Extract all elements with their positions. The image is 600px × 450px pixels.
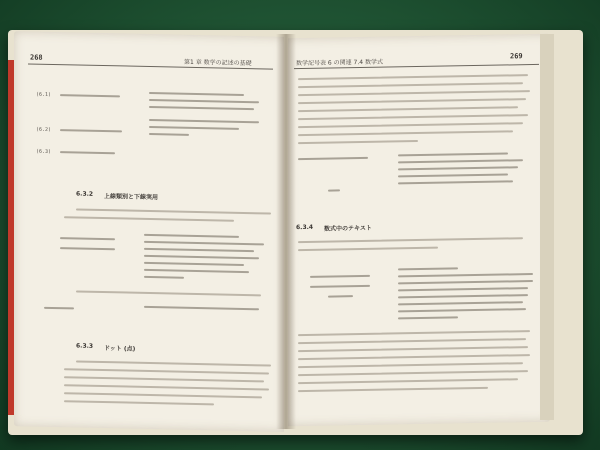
equation-line: [298, 157, 368, 160]
text-line: [64, 384, 269, 390]
page-edges-right: [540, 34, 554, 420]
text-line: [298, 338, 526, 344]
section-title: ドット (点): [104, 345, 136, 353]
eq-num: (6.1): [36, 91, 52, 98]
text-line: [64, 400, 214, 405]
text-line: [298, 122, 523, 128]
code-line: [398, 166, 518, 170]
text-line: [298, 82, 523, 88]
text-line: [64, 376, 264, 382]
section-number: 6.3.4: [296, 223, 314, 232]
code-line: [398, 294, 528, 298]
code-line: [149, 92, 244, 96]
code-line: [144, 269, 249, 273]
eq-num: (6.2): [36, 126, 52, 133]
equation-line: [310, 275, 370, 278]
text-line: [76, 290, 261, 296]
code-line: [398, 280, 533, 284]
left-page: [14, 31, 284, 432]
code-line: [149, 99, 259, 103]
code-line: [144, 241, 264, 246]
code-line: [398, 152, 508, 156]
code-line: [149, 106, 254, 110]
text-line: [298, 387, 488, 392]
code-line: [398, 173, 508, 177]
equation-line: [60, 94, 120, 97]
code-line: [144, 255, 259, 259]
left-page-number: 268: [30, 53, 43, 62]
section-number: 6.3.3: [76, 342, 94, 350]
code-line: [144, 306, 259, 310]
equation-line: [328, 295, 353, 297]
text-line: [298, 98, 526, 104]
text-line: [76, 360, 271, 366]
equation-line: [328, 189, 340, 191]
code-line: [398, 308, 526, 312]
code-line: [398, 267, 458, 270]
text-line: [298, 354, 530, 360]
right-page: [288, 34, 550, 427]
code-line: [149, 133, 189, 136]
right-page-number: 269: [510, 52, 523, 61]
code-line: [398, 287, 528, 291]
equation-line: [310, 285, 370, 288]
text-line: [298, 90, 530, 96]
equation-line: [44, 307, 74, 310]
text-line: [298, 140, 418, 144]
text-line: [298, 247, 438, 251]
book-gutter: [276, 34, 296, 429]
code-line: [144, 262, 244, 266]
code-line: [398, 316, 458, 319]
section-title: 数式中のテキスト: [324, 224, 372, 233]
section-number: 6.3.2: [76, 190, 94, 198]
right-running-head: 数学記号表 6 の関連 7.4 数学式: [296, 58, 383, 68]
code-line: [144, 276, 184, 279]
text-line: [298, 362, 523, 368]
code-line: [398, 159, 523, 163]
equation-line: [60, 129, 122, 132]
code-line: [144, 234, 239, 238]
text-line: [298, 106, 518, 112]
text-line: [298, 330, 530, 336]
text-line: [298, 237, 523, 243]
text-line: [298, 378, 518, 384]
text-line: [298, 74, 528, 80]
equation-line: [60, 237, 115, 240]
text-line: [64, 392, 262, 398]
code-line: [398, 273, 533, 277]
text-line: [298, 130, 513, 136]
code-line: [398, 301, 523, 305]
text-line: [64, 368, 269, 374]
text-line: [298, 114, 528, 120]
equation-line: [60, 151, 115, 154]
section-title: 上線類別と下線実用: [104, 193, 159, 202]
text-line: [298, 346, 528, 352]
text-line: [64, 216, 234, 222]
text-line: [76, 208, 271, 214]
eq-num: (6.3): [36, 148, 52, 155]
code-line: [149, 119, 259, 123]
code-line: [398, 180, 513, 184]
text-line: [298, 370, 528, 376]
code-line: [149, 126, 239, 130]
code-line: [144, 248, 254, 252]
left-running-head: 第1 章 数学の記述の基礎: [184, 58, 252, 68]
equation-line: [60, 247, 115, 250]
